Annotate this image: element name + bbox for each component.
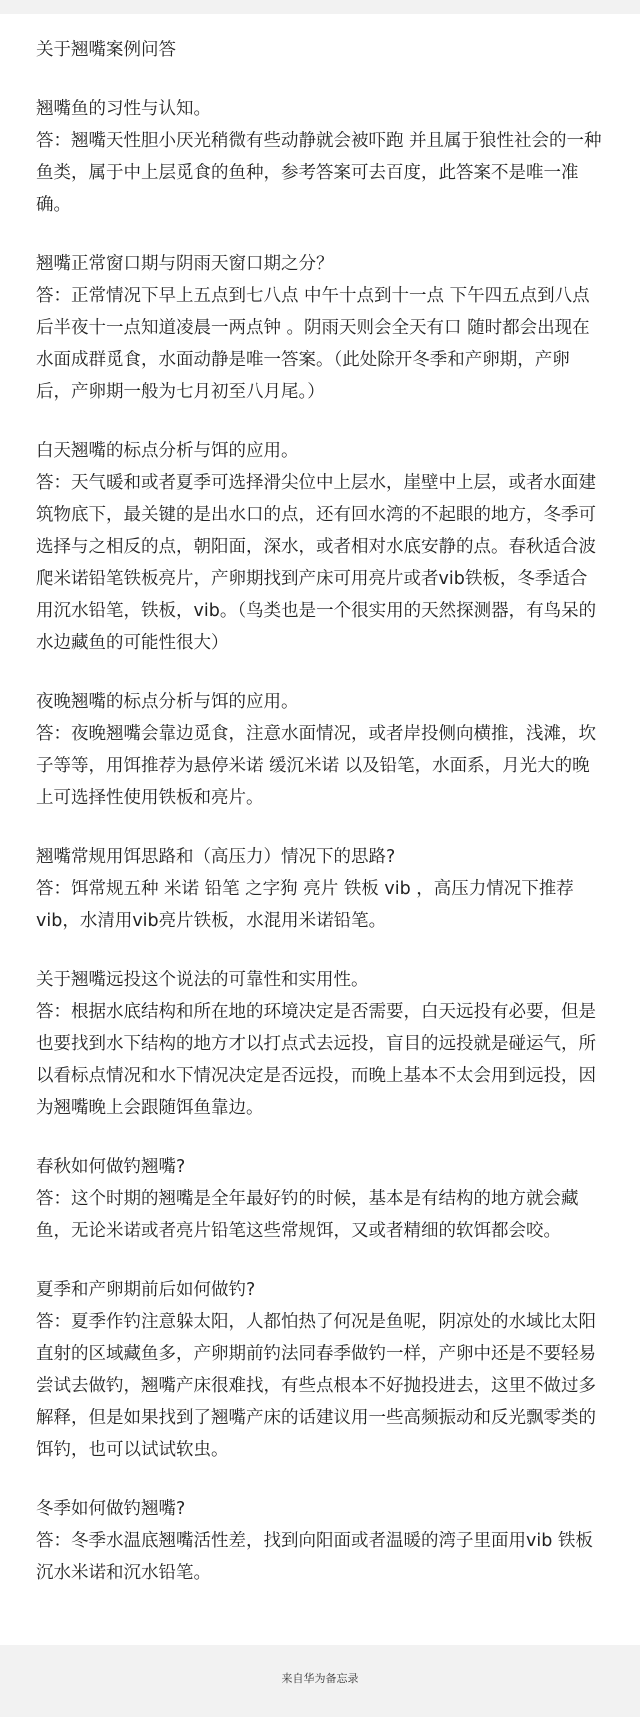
- question-text: 春秋如何做钓翘嘴?: [36, 1157, 186, 1177]
- qa-item: [36, 435, 604, 659]
- qa-item: [36, 1151, 604, 1247]
- qa-item: [36, 964, 604, 1124]
- question-text: 翘嘴正常窗口期与阴雨天窗口期之分？: [36, 254, 334, 274]
- qa-item: [36, 93, 604, 221]
- question-text: 冬季如何做钓翘嘴?: [36, 1499, 186, 1519]
- answer-text: 答：翘嘴天性胆小厌光稍微有些动静就会被吓跑 并且属于狼性社会的一种鱼类，属于中上层觅食的鱼种，参考答案可去百度，此答案不是唯一准确。: [36, 131, 602, 215]
- question-text: 白天翘嘴的标点分析与饵的应用。: [36, 441, 299, 461]
- source-label: 来自华为备忘录: [281, 1672, 359, 1685]
- answer-text: 答：天气暖和或者夏季可选择滑尖位中上层水，崖壁中上层，或者水面建筑物底下，最关键的是出水口的点，还有回水湾的不起眼的地方，冬季可选择与之相反的点，朝阳面，深水，或者相对水底安静的点。春秋适合波爬米诺铅笔铁板亮片，产卵期找到产床可用亮片或者vib铁板，冬季适合用沉水铅笔，铁板，vib。（鸟类也是一个很实用的天然探测器，有鸟呆的水边藏鱼的可能性很大）: [36, 473, 597, 653]
- qa-item: [36, 841, 604, 937]
- answer-text: 答：夜晚翘嘴会靠边觅食，注意水面情况，或者岸投侧向横推，浅滩，坎子等等，用饵推荐为悬停米诺 缓沉米诺 以及铅笔，水面系，月光大的晚上可选择性使用铁板和亮片。: [36, 724, 596, 808]
- note-body: [36, 34, 604, 1616]
- answer-text: 答：这个时期的翘嘴是全年最好钓的时候，基本是有结构的地方就会藏鱼，无论米诺或者亮片铅笔这些常规饵，又或者精细的软饵都会咬。: [36, 1189, 579, 1241]
- footer-bar: [0, 1645, 640, 1717]
- question-text: 关于翘嘴远投这个说法的可靠性和实用性。: [36, 970, 369, 990]
- answer-text: 答：夏季作钓注意躲太阳，人都怕热了何况是鱼呢，阴凉处的水域比太阳直射的区域藏鱼多，产卵期前钓法同春季做钓一样，产卵中还是不要轻易尝试去做钓，翘嘴产床很难找，有些点根本不好抛投进去，这里不做过多解释，但是如果找到了翘嘴产床的话建议用一些高频振动和反光飘零类的饵钓，也可以试试软虫。: [36, 1312, 596, 1460]
- note-title: 关于翘嘴案例问答: [36, 40, 176, 60]
- question-text: 翘嘴常规用饵思路和（高压力）情况下的思路?: [36, 847, 396, 867]
- question-text: 夏季和产卵期前后如何做钓?: [36, 1280, 256, 1300]
- qa-item: [36, 686, 604, 814]
- answer-text: 答：饵常规五种 米诺 铅笔 之字狗 亮片 铁板 vib ，高压力情况下推荐vib，水清用vib亮片铁板，水混用米诺铅笔。: [36, 879, 574, 931]
- answer-text: 答：正常情况下早上五点到七八点 中午十点到十一点 下午四五点到八点 后半夜十一点知道凌晨一两点钟 。阴雨天则会全天有口 随时都会出现在水面成群觅食，水面动静是唯一答案。（此处除开冬季和产卵期，产卵后，产卵期一般为七月初至八月尾。）: [36, 286, 590, 402]
- qa-item: [36, 248, 604, 408]
- question-text: 夜晚翘嘴的标点分析与饵的应用。: [36, 692, 299, 712]
- qa-item: [36, 1274, 604, 1466]
- answer-text: 答：根据水底结构和所在地的环境决定是否需要，白天远投有必要，但是也要找到水下结构的地方才以打点式去远投，盲目的远投就是碰运气，所以看标点情况和水下情况决定是否远投，而晚上基本不太会用到远投，因为翘嘴晚上会跟随饵鱼靠边。: [36, 1002, 596, 1118]
- qa-item: [36, 1493, 604, 1589]
- question-text: 翘嘴鱼的习性与认知。: [36, 99, 211, 119]
- top-strip: [0, 0, 640, 14]
- answer-text: 答：冬季水温底翘嘴活性差，找到向阳面或者温暖的湾子里面用vib 铁板 沉水米诺和沉水铅笔。: [36, 1531, 593, 1583]
